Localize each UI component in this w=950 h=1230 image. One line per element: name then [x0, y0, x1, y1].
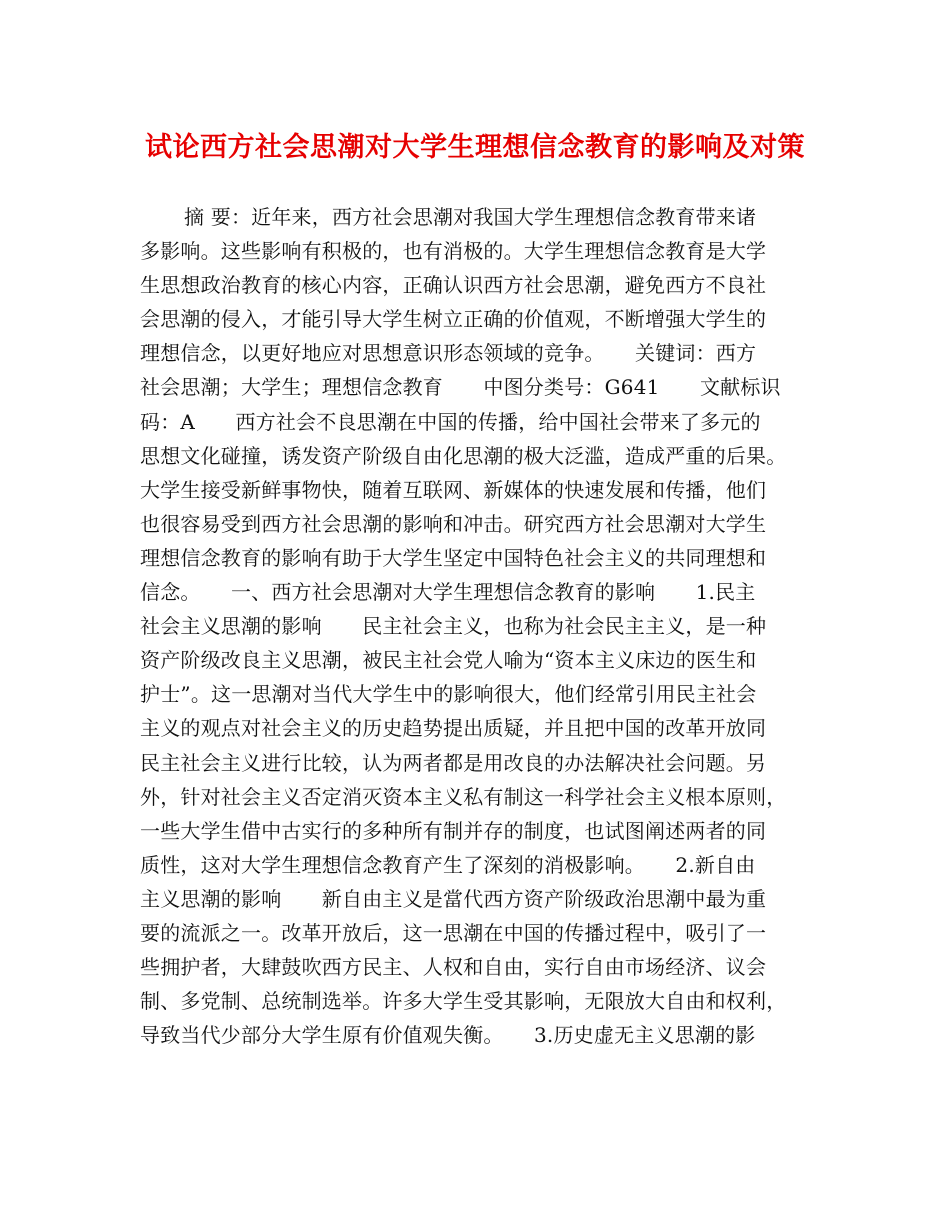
body-line: 资产阶级改良主义思潮，被民主社会党人喻为“资本主义床边的医生和	[140, 648, 757, 673]
body-line: 也很容易受到西方社会思潮的影响和冲击。研究西方社会思潮对大学生	[140, 511, 767, 536]
document-title: 试论西方社会思潮对大学生理想信念教育的影响及对策	[145, 132, 805, 163]
body-line: 理想信念教育的影响有助于大学生坚定中国特色社会主义的共同理想和	[140, 545, 767, 570]
body-line: 外，针对社会主义否定消灭资本主义私有制这一科学社会主义根本原则，	[140, 784, 787, 809]
body-line: 会思潮的侵入，才能引导大学生树立正确的价值观，不断增强大学生的	[140, 307, 767, 332]
body-line: 质性，这对大学生理想信念教育产生了深刻的消极影响。 2.新自由	[140, 852, 756, 877]
body-line: 民主社会主义进行比较，认为两者都是用改良的办法解决社会问题。另	[140, 750, 767, 775]
body-line: 码：A 西方社会不良思潮在中国的传播，给中国社会带来了多元的	[140, 409, 761, 434]
body-line: 大学生接受新鲜事物快，随着互联网、新媒体的快速发展和传播，他们	[140, 477, 767, 502]
body-line: 思想文化碰撞，诱发资产阶级自由化思潮的极大泛滥，造成严重的后果。	[140, 443, 787, 468]
body-line: 主义的观点对社会主义的历史趋势提出质疑，并且把中国的改革开放同	[140, 716, 767, 741]
body-line: 摘 要：近年来，西方社会思潮对我国大学生理想信念教育带来诸	[184, 205, 757, 229]
body-line: 些拥护者，大肆鼓吹西方民主、人权和自由，实行自由市场经济、议会	[140, 955, 767, 980]
document-body	[140, 200, 830, 1052]
body-line: 信念。 一、西方社会思潮对大学生理想信念教育的影响 1.民主	[140, 580, 756, 605]
body-line: 制、多党制、总统制选举。许多大学生受其影响，无限放大自由和权利，	[140, 989, 787, 1014]
body-line: 主义思潮的影响 新自由主义是當代西方资产阶级政治思潮中最为重	[140, 886, 767, 911]
body-line: 要的流派之一。改革开放后，这一思潮在中国的传播过程中，吸引了一	[140, 920, 767, 945]
body-line: 社会思潮；大学生；理想信念教育 中图分类号：G641 文献标识	[140, 375, 781, 400]
body-line: 生思想政治教育的核心内容，正确认识西方社会思潮，避免西方不良社	[140, 273, 767, 298]
body-line: 护士”。这一思潮对当代大学生中的影响很大，他们经常引用民主社会	[140, 682, 757, 707]
body-line: 理想信念，以更好地应对思想意识形态领域的竞争。 关键词：西方	[140, 341, 757, 366]
body-line: 一些大学生借中古实行的多种所有制并存的制度，也试图阐述两者的同	[140, 818, 767, 843]
body-line: 多影响。这些影响有积极的，也有消极的。大学生理想信念教育是大学	[140, 239, 767, 264]
body-line: 导致当代少部分大学生原有价值观失衡。 3.历史虚无主义思潮的影	[140, 1023, 756, 1048]
body-line: 社会主义思潮的影响 民主社会主义，也称为社会民主主义，是一种	[140, 614, 767, 639]
